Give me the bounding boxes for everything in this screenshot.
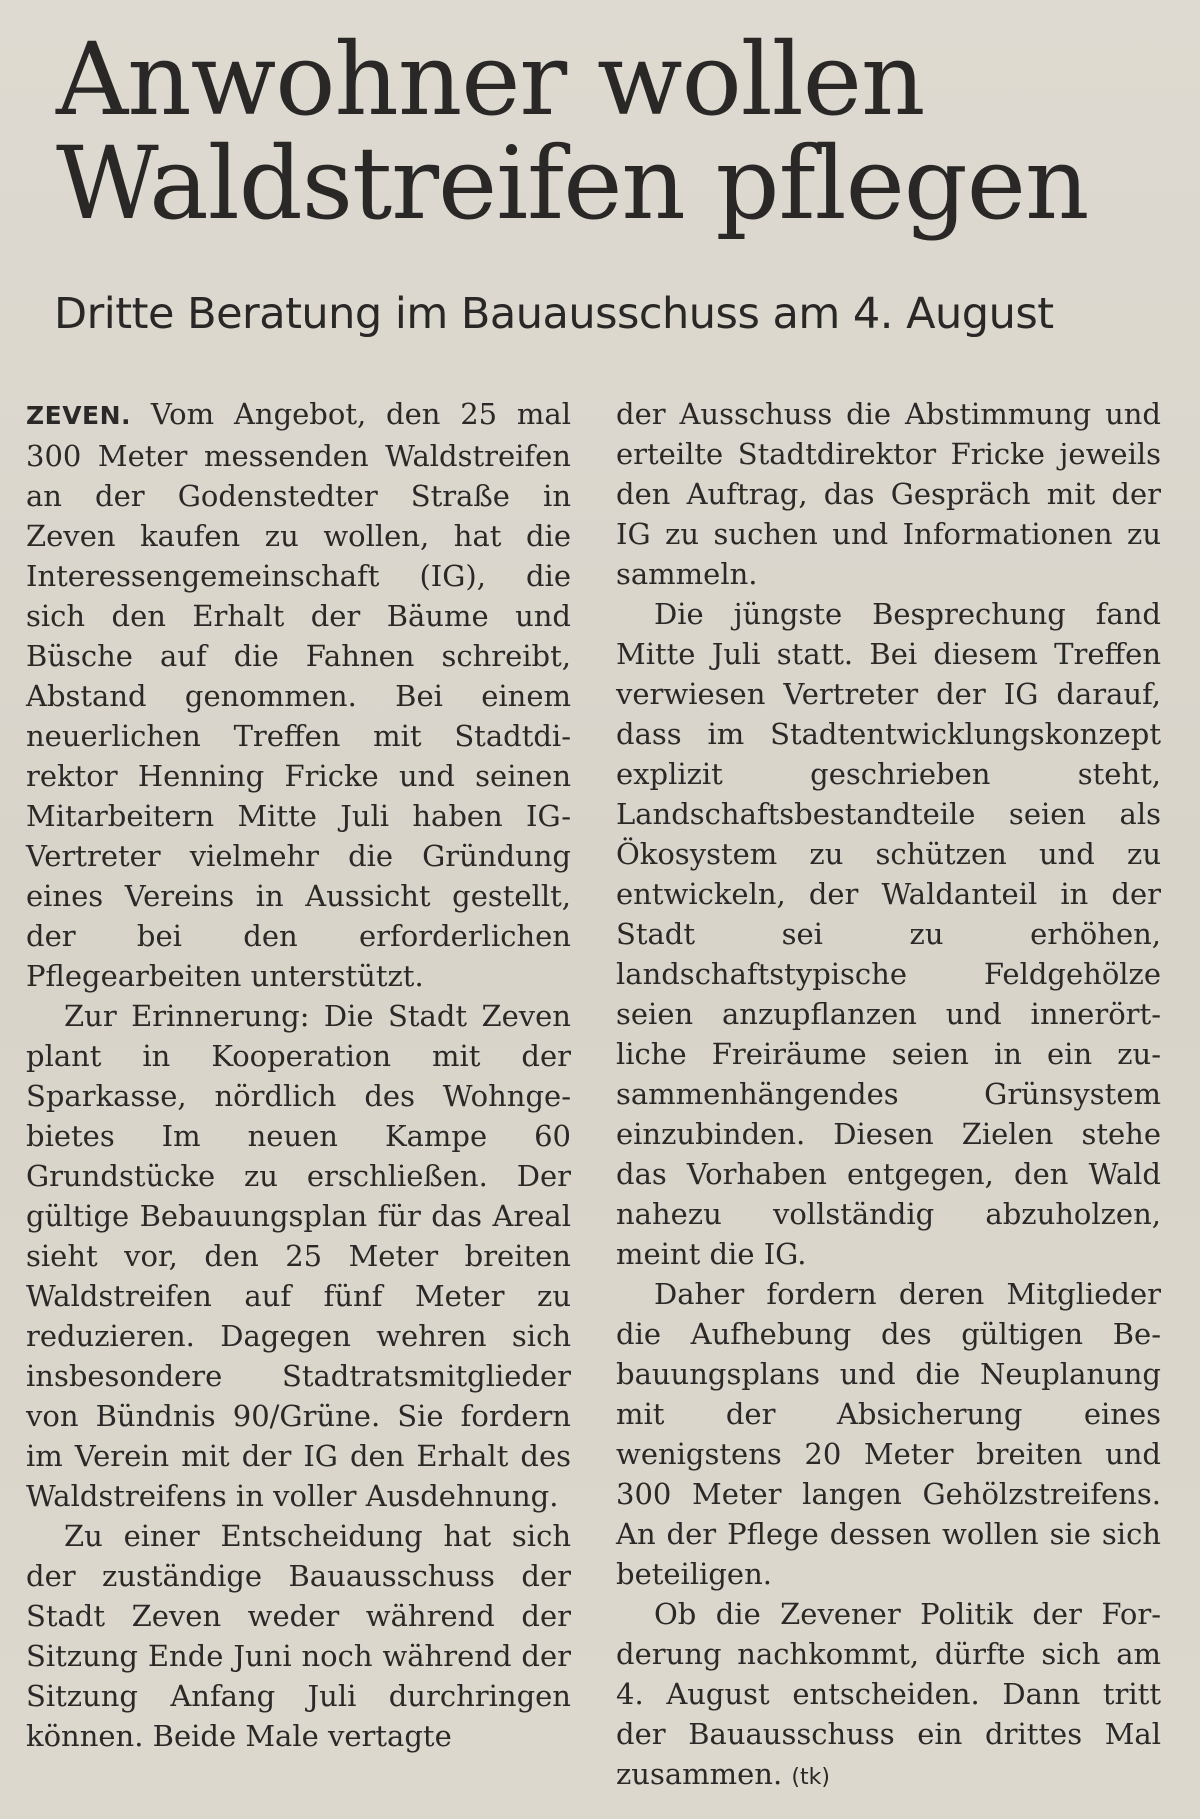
paragraph: Die jüngste Besprechung fand Mitte Juli statt. Bei diesem Treffen verwiesen Vertreter der IG darauf, dass im Stadtentwicklungskonzept explizit geschrieben steht, Landschaftsbestandteile seien als Ökosystem zu schützen und zu entwickeln, der Waldanteil in der Stadt sei zu erhöhen, landschaftstypische Feldgehölze seien anzupflanzen und innerörtliche Freiräume seien in ein zusammenhängendes Grünsystem einzubinden. Diesen Zielen stehe das Vorhaben entgegen, den Wald nahezu vollständig abzuholzen, meint die IG. [616,597,1161,1271]
paragraph: Zu einer Entscheidung hat sich der zuständige Bauausschuss der Stadt Zeven weder während der Sitzung Ende Juni noch während der Sitzung Anfang Juli durchringen können. Beide Male vertagte [26,1519,571,1753]
headline [56,21,1176,242]
paragraph [616,1594,1161,1798]
paragraph: Daher fordern deren Mitglieder die Aufhebung des gültigen Bebauungsplans und die Neuplanung mit der Absicherung eines wenigstens 20 Meter breiten und 300 Meter langen Gehölzstreifens. An der Pflege dessen wollen sie sich beteiligen. [616,1277,1161,1591]
dateline: ZEVEN. [26,401,132,430]
paragraph-text: Ob die Zevener Politik der Forderung nachkommt, dürfte sich am 4. August entscheiden. Dann tritt der Bauausschuss ein drittes Mal zusammen. [616,1597,1161,1791]
article-column-right [616,394,1161,1798]
author-initials: (tk) [791,1765,830,1790]
paragraph-text: Vom Angebot, den 25 mal 300 Meter messenden Waldstreifen an der Godenstedter Straße in Zeven kaufen zu wollen, hat die Interessengemeinschaft (IG), die sich den Erhalt der Bäume und Büsche auf die Fahnen schreibt, Abstand genommen. Bei einem neuerlichen Treffen mit Stadtdirektor Henning Fricke und seinen Mitarbeitern Mitte Juli haben IG-Vertreter vielmehr die Gründung eines Vereins in Aussicht gestellt, der bei den erforderlichen Pflegearbeiten unterstützt. [26,397,572,993]
paragraph: Zur Erinnerung: Die Stadt Zeven plant in Kooperation mit der Sparkasse, nördlich des Wohngebietes Im neuen Kampe 60 Grundstücke zu erschließen. Der gültige Bebauungsplan für das Areal sieht vor, den 25 Meter breiten Waldstreifen auf fünf Meter zu reduzieren. Dagegen wehren sich insbesondere Stadtratsmitglieder von Bündnis 90/Grüne. Sie fordern im Verein mit der IG den Erhalt des Waldstreifens in voller Ausdehnung. [26,999,571,1513]
paragraph [26,394,571,996]
subheadline: Dritte Beratung im Bauausschuss am 4. August [54,289,1054,339]
paragraph: der Ausschuss die Abstimmung und erteilte Stadtdirektor Fricke jeweils den Auftrag, das Gespräch mit der IG zu suchen und Informationen zu sammeln. [616,397,1161,591]
headline-line-1: Anwohner wollen [56,21,925,138]
headline-line-2: Waldstreifen pflegen [56,125,1089,242]
article-column-left [26,394,571,1756]
